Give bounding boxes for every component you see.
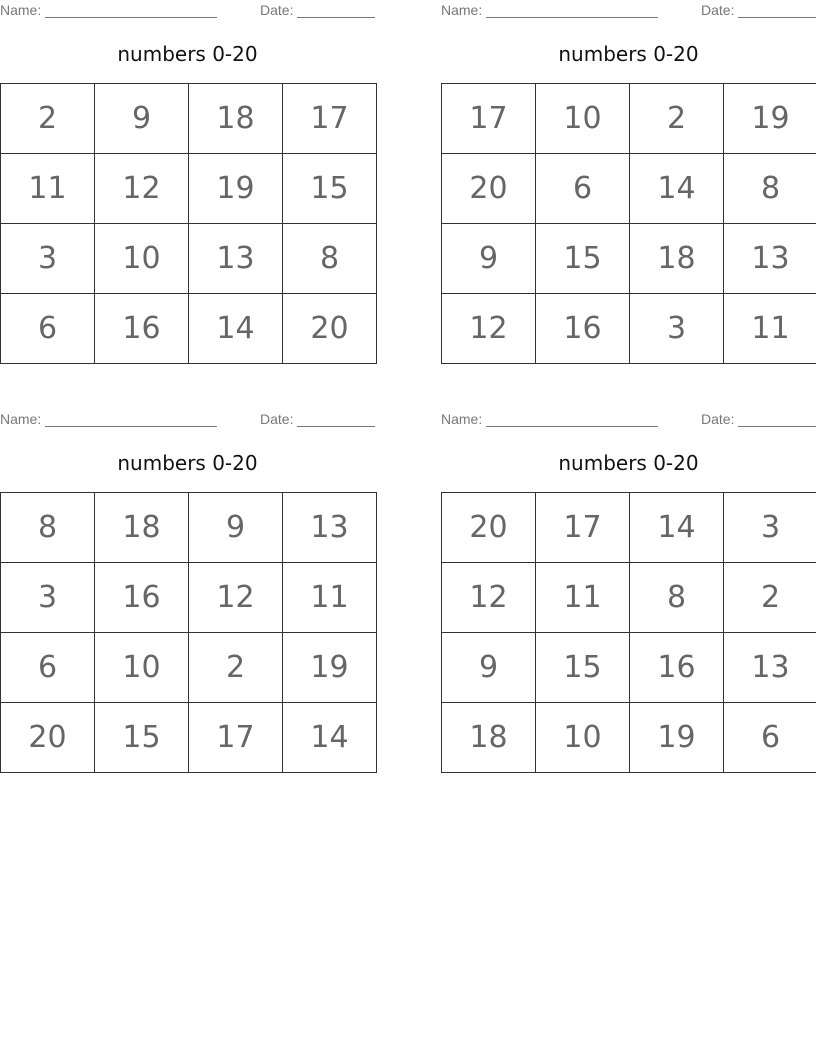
grid-cell: 16 xyxy=(630,633,724,703)
date-field[interactable] xyxy=(738,17,816,18)
grid-cell: 8 xyxy=(283,224,377,294)
grid-cell: 15 xyxy=(536,633,630,703)
card-header xyxy=(0,411,375,429)
grid-cell: 11 xyxy=(1,154,95,224)
grid-cell: 18 xyxy=(630,224,724,294)
grid-cell: 19 xyxy=(630,703,724,773)
grid-row xyxy=(442,493,816,563)
grid-cell: 10 xyxy=(536,84,630,154)
grid-cell: 14 xyxy=(283,703,377,773)
grid-cell: 2 xyxy=(189,633,283,703)
grid-row xyxy=(442,154,816,224)
grid-cell: 10 xyxy=(95,224,189,294)
name-field[interactable] xyxy=(45,17,217,18)
grid-row xyxy=(1,703,377,773)
grid-cell: 13 xyxy=(189,224,283,294)
grid-cell: 20 xyxy=(1,703,95,773)
bingo-card xyxy=(0,409,375,789)
grid-cell: 14 xyxy=(630,493,724,563)
grid-cell: 18 xyxy=(189,84,283,154)
grid-cell: 12 xyxy=(95,154,189,224)
grid-cell: 20 xyxy=(442,154,536,224)
card-header xyxy=(441,411,816,429)
name-label: Name: xyxy=(441,2,483,18)
grid-row xyxy=(442,703,816,773)
grid-cell: 16 xyxy=(536,294,630,364)
grid-cell: 11 xyxy=(724,294,816,364)
grid-cell: 2 xyxy=(630,84,724,154)
grid-cell: 15 xyxy=(283,154,377,224)
grid-cell: 17 xyxy=(283,84,377,154)
grid-cell: 12 xyxy=(442,563,536,633)
grid-cell: 3 xyxy=(1,224,95,294)
grid-row xyxy=(1,493,377,563)
card-title: numbers 0-20 xyxy=(117,42,258,66)
date-label: Date: xyxy=(260,2,294,18)
grid-cell: 11 xyxy=(283,563,377,633)
grid-cell: 16 xyxy=(95,563,189,633)
grid-cell: 19 xyxy=(189,154,283,224)
grid-cell: 13 xyxy=(724,224,816,294)
grid-row xyxy=(1,633,377,703)
grid-cell: 11 xyxy=(536,563,630,633)
grid-cell: 8 xyxy=(630,563,724,633)
grid-row xyxy=(1,563,377,633)
grid-cell: 6 xyxy=(536,154,630,224)
grid-cell: 9 xyxy=(442,224,536,294)
grid-cell: 15 xyxy=(95,703,189,773)
grid-cell: 16 xyxy=(95,294,189,364)
number-grid xyxy=(0,492,377,773)
grid-row xyxy=(1,224,377,294)
bingo-card xyxy=(441,0,816,380)
grid-cell: 14 xyxy=(630,154,724,224)
grid-cell: 19 xyxy=(283,633,377,703)
name-field[interactable] xyxy=(486,426,658,427)
grid-cell: 20 xyxy=(442,493,536,563)
grid-cell: 19 xyxy=(724,84,816,154)
grid-cell: 3 xyxy=(1,563,95,633)
grid-cell: 18 xyxy=(95,493,189,563)
name-field[interactable] xyxy=(486,17,658,18)
number-grid xyxy=(0,83,377,364)
grid-cell: 6 xyxy=(1,294,95,364)
name-label: Name: xyxy=(0,2,42,18)
grid-row xyxy=(1,84,377,154)
grid-cell: 17 xyxy=(536,493,630,563)
grid-cell: 6 xyxy=(1,633,95,703)
card-title: numbers 0-20 xyxy=(117,451,258,475)
grid-cell: 10 xyxy=(536,703,630,773)
grid-row xyxy=(1,154,377,224)
date-field[interactable] xyxy=(738,426,816,427)
grid-cell: 2 xyxy=(1,84,95,154)
card-title: numbers 0-20 xyxy=(558,42,699,66)
grid-cell: 17 xyxy=(189,703,283,773)
card-title: numbers 0-20 xyxy=(558,451,699,475)
name-label: Name: xyxy=(441,411,483,427)
grid-cell: 8 xyxy=(724,154,816,224)
card-header xyxy=(0,2,375,20)
grid-row xyxy=(1,294,377,364)
bingo-card xyxy=(0,0,375,380)
date-label: Date: xyxy=(260,411,294,427)
grid-row xyxy=(442,633,816,703)
grid-cell: 2 xyxy=(724,563,816,633)
grid-cell: 13 xyxy=(283,493,377,563)
bingo-card xyxy=(441,409,816,789)
grid-cell: 12 xyxy=(442,294,536,364)
grid-cell: 3 xyxy=(724,493,816,563)
grid-cell: 12 xyxy=(189,563,283,633)
grid-cell: 13 xyxy=(724,633,816,703)
date-field[interactable] xyxy=(297,426,375,427)
name-label: Name: xyxy=(0,411,42,427)
date-field[interactable] xyxy=(297,17,375,18)
date-label: Date: xyxy=(701,2,735,18)
grid-row xyxy=(442,224,816,294)
grid-cell: 9 xyxy=(189,493,283,563)
number-grid xyxy=(441,492,816,773)
grid-cell: 10 xyxy=(95,633,189,703)
grid-cell: 3 xyxy=(630,294,724,364)
name-field[interactable] xyxy=(45,426,217,427)
grid-cell: 20 xyxy=(283,294,377,364)
grid-cell: 18 xyxy=(442,703,536,773)
grid-cell: 9 xyxy=(95,84,189,154)
grid-cell: 17 xyxy=(442,84,536,154)
grid-cell: 14 xyxy=(189,294,283,364)
grid-cell: 6 xyxy=(724,703,816,773)
grid-row xyxy=(442,563,816,633)
grid-row xyxy=(442,84,816,154)
grid-row xyxy=(442,294,816,364)
grid-cell: 8 xyxy=(1,493,95,563)
grid-cell: 15 xyxy=(536,224,630,294)
card-header xyxy=(441,2,816,20)
date-label: Date: xyxy=(701,411,735,427)
number-grid xyxy=(441,83,816,364)
grid-cell: 9 xyxy=(442,633,536,703)
